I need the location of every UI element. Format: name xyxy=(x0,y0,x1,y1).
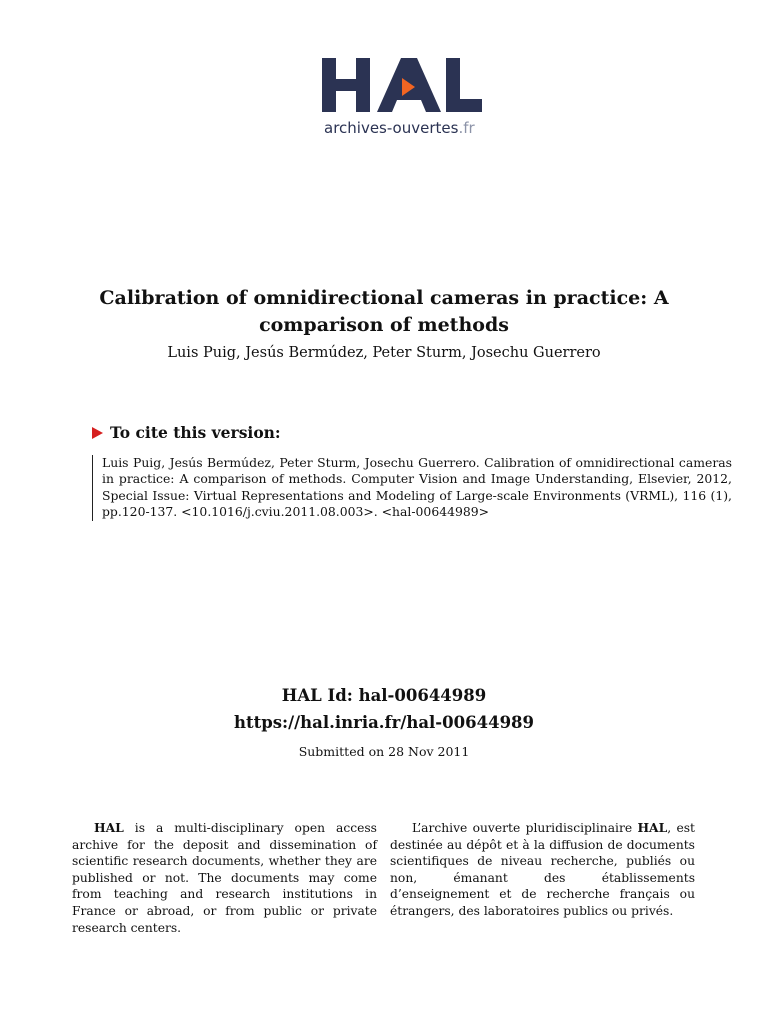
logo-tagline-suffix: .fr xyxy=(458,119,475,137)
hal-logo-mark xyxy=(322,52,482,118)
hal-url-link[interactable]: https://hal.inria.fr/hal-00644989 xyxy=(233,713,535,732)
notice-french-lead: L’archive ouverte pluridisciplinaire xyxy=(412,821,638,835)
hal-id: HAL Id: hal-00644989 xyxy=(281,686,487,705)
cite-heading-label: To cite this version: xyxy=(110,423,281,442)
notice-french xyxy=(390,820,695,920)
paper-authors: Luis Puig, Jesús Bermúdez, Peter Sturm, Josechu Guerrero xyxy=(167,345,601,361)
logo-l-foot xyxy=(446,99,482,112)
submitted-date: Submitted on 28 Nov 2011 xyxy=(298,744,470,759)
notice-french-hal: HAL xyxy=(637,820,668,835)
logo-tagline xyxy=(324,119,475,137)
cite-heading xyxy=(92,423,281,442)
notice-english-hal: HAL xyxy=(94,820,124,835)
paper-title: Calibration of omnidirectional cameras in practice: A comparison of methods xyxy=(99,287,669,336)
notice-french-text: , est destinée au dépôt et à la diffusion de documents scientifiques de niveau recherche, publiés ou non, émanant des établissements d’enseignement et de recherche français ou étrangers, des laboratoires publics ou privés. xyxy=(390,821,695,918)
logo-h-bar xyxy=(332,79,360,91)
logo-tagline-main: archives-ouvertes xyxy=(324,119,459,137)
notice-english xyxy=(72,820,377,936)
hal-logo xyxy=(318,52,488,142)
triangle-marker-icon xyxy=(92,427,103,439)
citation-text: Luis Puig, Jesús Bermúdez, Peter Sturm, Josechu Guerrero. Calibration of omnidirectional cameras in practice: A comparison of methods. Computer Vision and Image Understanding, Elsevier, 2012, Special Issue: Virtual Representations and Modeling of Large-scale Environments (VRML), 116 (1), pp.120-137. <10.1016/j.cviu.2011.08.003>. <hal-00644989> xyxy=(92,455,732,521)
notice-english-text: is a multi-disciplinary open access archive for the deposit and dissemination of scientific research documents, whether they are published or not. The documents may come from teaching and research institutions in France or abroad, or from public or private research centers. xyxy=(72,821,377,935)
